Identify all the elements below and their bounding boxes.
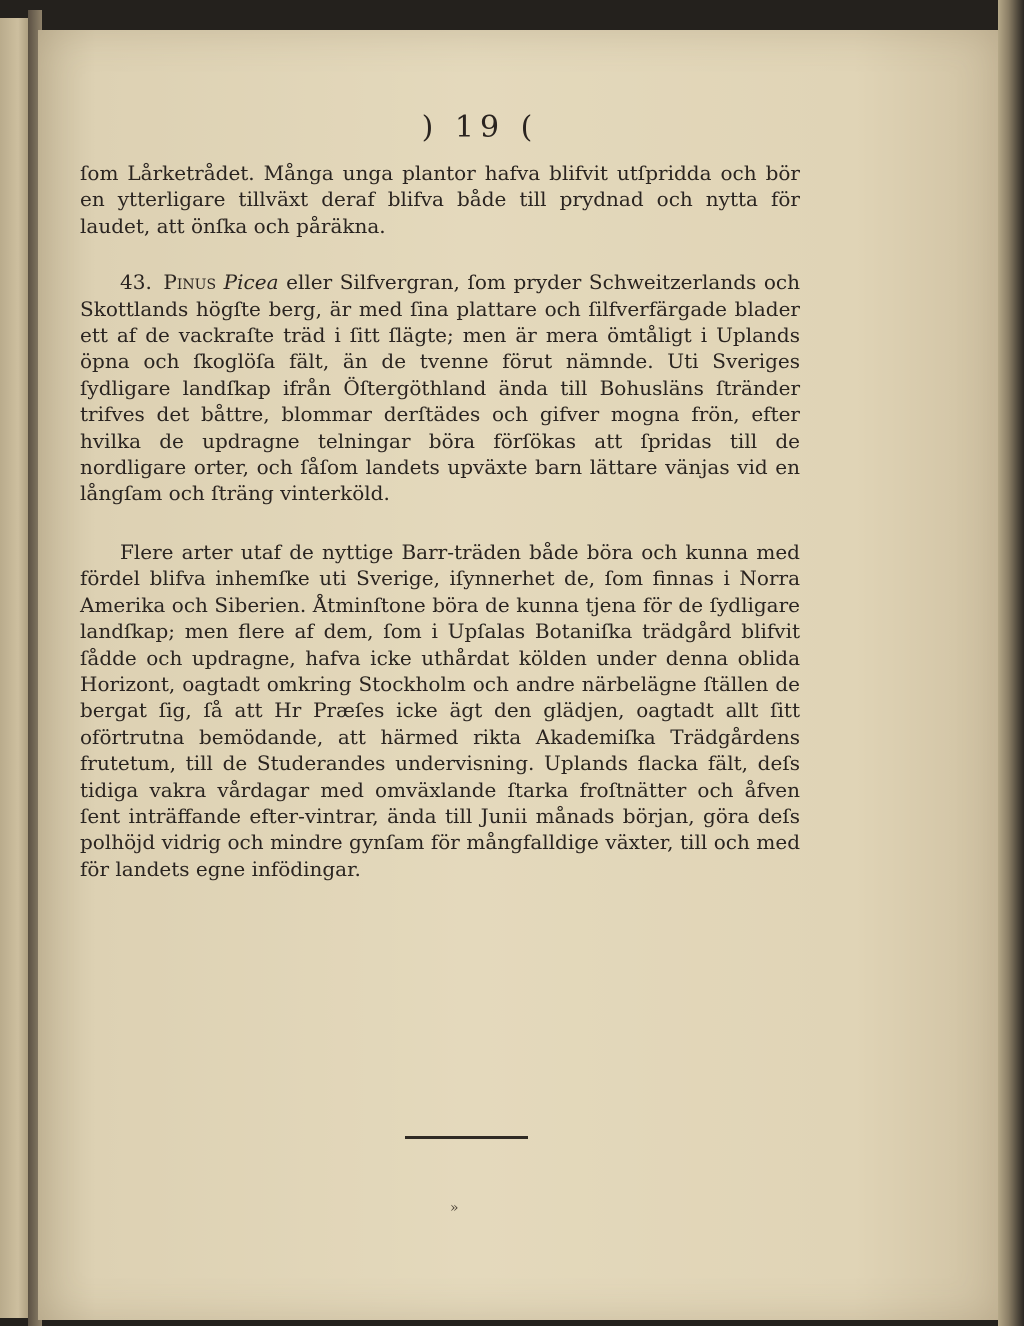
species-name: Picea bbox=[223, 270, 279, 295]
footer-mark: » bbox=[450, 1200, 459, 1216]
previous-page-edge bbox=[0, 18, 30, 1318]
genus-name: Pinus bbox=[163, 270, 217, 295]
continued-paragraph: ſom Lårketrådet. Många unga plantor hafva blifvit utſpridda och bör en ytterligare tillväxt deraf blifva både till prydnad och nytta för laudet, att önſka och påräkna. bbox=[80, 161, 800, 238]
barr-traden-paragraph: Flere arter utaf de nyttige Barr-träden både böra och kunna med fördel blifva inhemſke uti Sverige, iſynnerhet de, ſom finnas i Norra Amerika och Siberien. Åtminſtone böra de kunna tjena för de ſydligare landſkap; men flere af dem, ſom i Upſalas Botaniſka trädgård blifvit ſådde och updragne, hafva icke uthårdat kölden under denna oblida Horizont, oagtadt omkring Stockholm och andre närbelägne ſtällen de bergat ſig, ſå att Hr Præſes icke ägt den glädjen, oagtadt allt ſitt oförtrutna bemödande, att härmed rikta Akademiſka Trädgårdens frutetum, till de Studerandes undervisning. Uplands flacka fält, deſs tidiga vakra vårdagar med omväxlande ſtarka froſtnätter och åfven ſent inträffande efter-vintrar, ända till Junii månads början, göra deſs polhöjd vidrig och mindre gynſam för mångfalldige växter, till och med för landets egne infödingar. bbox=[80, 539, 800, 881]
page-text-block bbox=[80, 110, 800, 882]
end-rule bbox=[405, 1136, 528, 1139]
page-number-header: ) 19 ( bbox=[421, 110, 539, 145]
section-43-text: eller Silfvergran, ſom pryder Schweitzerlands och Skottlands högſte berg, är med ſina plattare och ſilfverfärgade blader ett af de vackraſte träd i ſitt ſlägte; men är mera ömtåligt i Uplands öpna och ſkoglöſa fält, än de tvenne förut nämnde. Uti Sveriges ſydligare landſkap ifrån Öſtergöthland ända till Bohusläns ſtränder trifves det båttre, blommar derſtädes och gifver mogna frön, efter hvilka de updragne telningar böra förſökas att ſpridas till de nordligare orter, och ſåſom landets upväxte barn lättare vänjas vid en långſam och ſträng vinterköld. bbox=[80, 270, 801, 506]
section-number: 43. bbox=[120, 270, 152, 295]
section-43-paragraph bbox=[80, 269, 800, 507]
page-right-edge bbox=[998, 0, 1024, 1326]
